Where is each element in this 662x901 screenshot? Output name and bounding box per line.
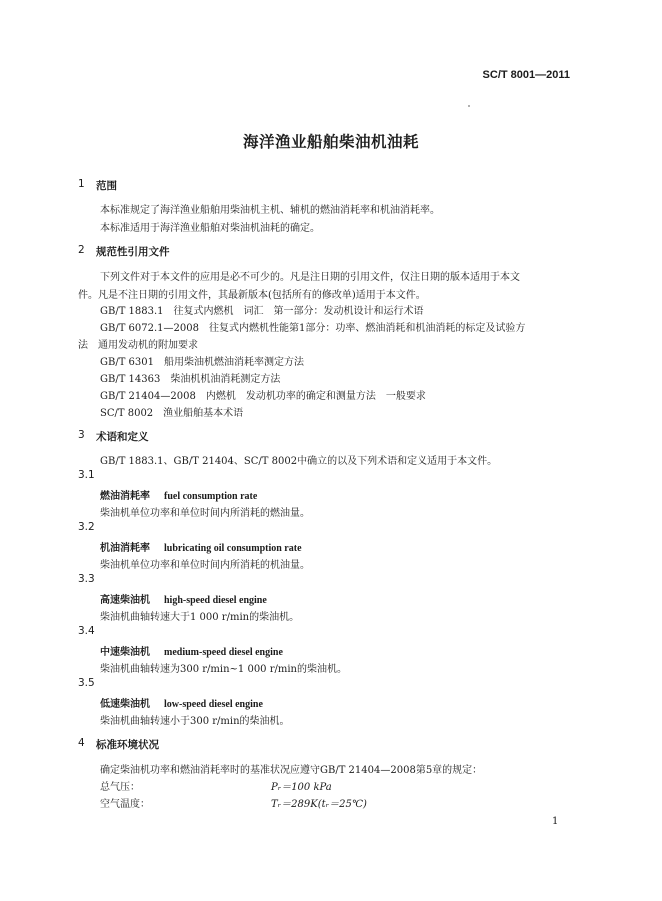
section-2-number: 2 — [78, 244, 85, 256]
reference-item: GB/T 6072.1—2008 往复式内燃机性能第1部分：功率、燃油消耗和机油消耗的标定及试验方 — [100, 323, 526, 334]
condition-value: Pᵣ＝100 kPa — [271, 782, 332, 793]
condition-label: 空气温度： — [100, 799, 150, 810]
term-definition: 柴油机单位功率和单位时间内所消耗的燃油量。 — [100, 508, 310, 519]
reference-item: GB/T 1883.1 往复式内燃机 词汇 第一部分：发动机设计和运行术语 — [100, 306, 424, 317]
term-heading — [100, 643, 283, 658]
section-1-paragraph: 本标准规定了海洋渔业船舶用柴油机主机、辅机的燃油消耗率和机油消耗率。 — [100, 205, 440, 216]
term-number: 3.4 — [78, 625, 95, 637]
term-zh: 低速柴油机 — [100, 699, 150, 710]
section-4-intro: 确定柴油机功率和燃油消耗率时的基准状况应遵守GB/T 21404—2008第5章的规定： — [100, 765, 483, 776]
section-4-number: 4 — [78, 737, 85, 749]
reference-item: GB/T 14363 柴油机机油消耗测定方法 — [100, 374, 281, 385]
section-2-intro: 下列文件对于本文件的应用是必不可少的。凡是注日期的引用文件，仅注日期的版本适用于本文 — [100, 272, 520, 283]
section-2-intro-continued: 件。凡是不注日期的引用文件，其最新版本(包括所有的修改单)适用于本文件。 — [78, 290, 426, 301]
term-en: medium-speed diesel engine — [164, 647, 283, 658]
reference-item: GB/T 6301 船用柴油机燃油消耗率测定方法 — [100, 357, 305, 368]
standard-number: SC/T 8001—2011 — [482, 69, 570, 81]
term-heading — [100, 487, 257, 502]
term-number: 3.3 — [78, 573, 95, 585]
term-definition: 柴油机曲轴转速为300 r/min~1 000 r/min的柴油机。 — [100, 664, 347, 675]
scan-speck — [468, 105, 470, 107]
term-en: low-speed diesel engine — [164, 699, 263, 710]
term-heading — [100, 539, 302, 554]
section-3-intro: GB/T 1883.1、GB/T 21404、SC/T 8002中确立的以及下列术语和定义适用于本文件。 — [100, 456, 498, 467]
section-1-heading: 范围 — [96, 180, 117, 192]
condition-label: 总气压： — [100, 782, 140, 793]
condition-value: Tᵣ＝289K(tᵣ＝25℃) — [271, 799, 367, 810]
term-number: 3.2 — [78, 521, 95, 533]
reference-item: GB/T 21404—2008 内燃机 发动机功率的确定和测量方法 一般要求 — [100, 391, 426, 402]
term-heading — [100, 695, 263, 710]
term-definition: 柴油机单位功率和单位时间内所消耗的机油量。 — [100, 560, 310, 571]
term-number: 3.5 — [78, 677, 95, 689]
term-heading — [100, 591, 267, 606]
term-en: fuel consumption rate — [164, 491, 258, 502]
document-title: 海洋渔业船舶柴油机油耗 — [242, 133, 419, 151]
term-zh: 燃油消耗率 — [100, 491, 150, 502]
section-1-paragraph: 本标准适用于海洋渔业船舶对柴油机油耗的确定。 — [100, 223, 320, 234]
reference-item: SC/T 8002 渔业船舶基本术语 — [100, 408, 244, 419]
term-en: high-speed diesel engine — [164, 595, 267, 606]
term-en: lubricating oil consumption rate — [164, 543, 302, 554]
section-3-number: 3 — [78, 429, 85, 441]
term-zh: 中速柴油机 — [100, 647, 150, 658]
reference-item-continued: 法 通用发动机的附加要求 — [78, 340, 198, 351]
term-definition: 柴油机曲轴转速大于1 000 r/min的柴油机。 — [100, 612, 300, 623]
page-number: 1 — [552, 816, 559, 827]
section-2-heading: 规范性引用文件 — [96, 246, 170, 258]
term-number: 3.1 — [78, 469, 95, 481]
section-3-heading: 术语和定义 — [96, 431, 149, 443]
term-zh: 机油消耗率 — [100, 543, 150, 554]
section-1-number: 1 — [78, 178, 85, 190]
term-definition: 柴油机曲轴转速小于300 r/min的柴油机。 — [100, 716, 290, 727]
section-4-heading: 标准环境状况 — [96, 739, 159, 751]
term-zh: 高速柴油机 — [100, 595, 150, 606]
